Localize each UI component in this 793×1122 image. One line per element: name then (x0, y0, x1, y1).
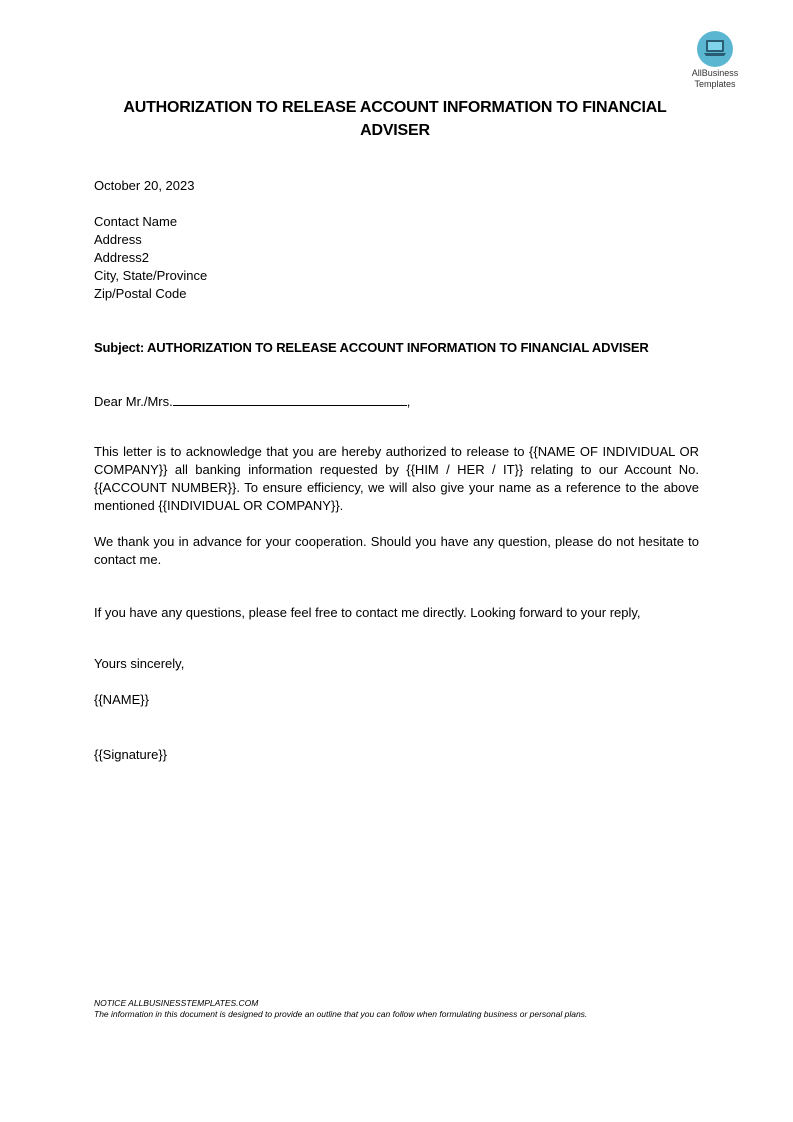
recipient-zip: Zip/Postal Code (94, 286, 187, 301)
letter-closing: Yours sincerely, (94, 656, 185, 671)
salutation-suffix: , (406, 394, 411, 409)
body-paragraph-1: This letter is to acknowledge that you are hereby authorized to release to {{NAME OF INDIVIDUAL OR COMPANY}} all banking information requested by {{HIM / HER / IT}} relating to our Account No. {{ACCOUNT NUMBER}}. To ensure efficiency, we will also give your name as a reference to the above mentioned {{INDIVIDUAL OR COMPANY}}. (94, 444, 699, 513)
recipient-name: Contact Name (94, 214, 178, 229)
document-title-line1: AUTHORIZATION TO RELEASE ACCOUNT INFORMATION TO FINANCIAL (123, 99, 667, 116)
sender-name-placeholder: {{NAME}} (94, 692, 149, 707)
letter-date: October 20, 2023 (94, 178, 195, 193)
brand-logo (680, 31, 750, 89)
body-paragraph-2: We thank you in advance for your cooperation. Should you have any question, please do not hesitate to contact me. (94, 534, 699, 567)
salutation (94, 393, 699, 411)
brand-name-line2: Templates (694, 79, 736, 89)
signature-placeholder: {{Signature}} (94, 747, 168, 762)
recipient-address-block (94, 213, 699, 303)
footer-notice-text: The information in this document is designed to provide an outline that you can follow when formulating business or personal plans. (94, 1009, 588, 1019)
recipient-address2: Address2 (94, 250, 149, 265)
footer-notice (94, 998, 714, 1020)
salutation-name-blank (173, 393, 407, 406)
letter-subject: Subject: AUTHORIZATION TO RELEASE ACCOUNT INFORMATION TO FINANCIAL ADVISER (94, 340, 649, 355)
document-title-line2: ADVISER (360, 122, 430, 139)
body-paragraph-3: If you have any questions, please feel free to contact me directly. Looking forward to your reply, (94, 605, 641, 620)
footer-notice-title: NOTICE ALLBUSINESSTEMPLATES.COM (94, 998, 259, 1008)
brand-name-line1: AllBusiness (691, 68, 739, 78)
recipient-address: Address (94, 232, 142, 247)
document-title (94, 96, 696, 142)
laptop-icon (697, 31, 733, 67)
recipient-city: City, State/Province (94, 268, 208, 283)
salutation-prefix: Dear Mr./Mrs. (94, 394, 173, 409)
